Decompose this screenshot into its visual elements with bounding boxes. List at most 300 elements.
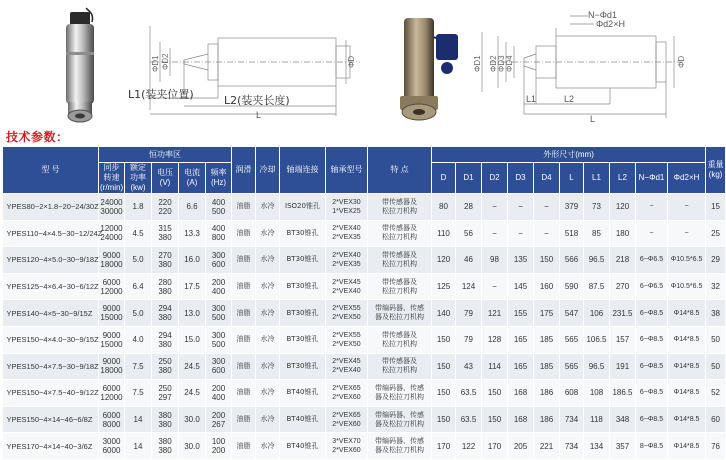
cell-frequency <box>206 194 232 221</box>
table-row <box>3 194 726 221</box>
cell-speed <box>99 273 125 300</box>
header-frequency-line: 频率 <box>210 168 227 177</box>
cell-dim-d4: 185 <box>534 326 560 353</box>
cell-voltage <box>152 194 179 221</box>
cell-cooling: 水冷 <box>256 326 280 353</box>
cell-power: 14 <box>125 433 152 460</box>
header-frequency <box>206 163 232 194</box>
cell-features-line: 带传感器及 <box>382 224 417 233</box>
cell-frequency <box>206 380 232 407</box>
cell-lubrication: 油脂 <box>232 326 256 353</box>
cell-voltage-line: 380 <box>158 286 172 296</box>
cell-dim-d2: 170 <box>482 433 508 460</box>
cell-model: YPES150−4×4.0−30−9/15Z <box>3 326 99 353</box>
cell-voltage-line: 380 <box>158 410 172 420</box>
cell-shaft: BT40锥孔 <box>280 406 326 433</box>
cell-dim-d2h: Φ14*8.5 <box>668 300 706 327</box>
header-rated-power <box>125 163 152 194</box>
cell-cooling: 水冷 <box>256 300 280 327</box>
cell-speed-line: 30000 <box>100 206 123 216</box>
dimension-drawing-left <box>120 20 370 120</box>
cell-weight: 76 <box>706 433 726 460</box>
cell-dim-l: 547 <box>560 300 584 327</box>
header-features: 特 点 <box>368 147 432 194</box>
cell-dim-l1: 134 <box>584 433 610 460</box>
cell-features-line: 带编码器、传感 <box>375 383 424 392</box>
cell-power: 5.0 <box>125 300 152 327</box>
cell-bearing <box>326 194 368 221</box>
cell-speed <box>99 300 125 327</box>
cell-features <box>368 433 432 460</box>
cell-power: 5.0 <box>125 247 152 274</box>
cell-power: 14 <box>125 406 152 433</box>
cell-dim-d2h: Φ10.5*6.5 <box>668 273 706 300</box>
label-l2-right: L2 <box>564 94 575 104</box>
cell-current: 30.0 <box>179 433 206 460</box>
header-dims-group: 外形尺寸(mm) <box>432 147 706 163</box>
cell-speed <box>99 247 125 274</box>
header-dim-l2: L2 <box>610 163 636 194</box>
header-dim-l: L <box>560 163 584 194</box>
cell-weight: 25 <box>706 220 726 247</box>
cell-voltage-line: 380 <box>158 259 172 269</box>
cell-voltage <box>152 300 179 327</box>
header-dim-d2: D2 <box>482 163 508 194</box>
header-dim-d3: D3 <box>508 163 534 194</box>
cell-voltage-line: 380 <box>158 366 172 376</box>
cell-dim-d: 150 <box>432 406 456 433</box>
label-l1-right: L1 <box>526 94 537 104</box>
cell-voltage-line: 270 <box>158 250 172 260</box>
cell-dim-d: 80 <box>432 194 456 221</box>
cell-dim-d2h: Φ14*8.5 <box>668 353 706 380</box>
cell-bearing <box>326 220 368 247</box>
header-power-group: 恒功率区 <box>99 147 232 163</box>
cell-dim-l: 734 <box>560 433 584 460</box>
cell-dim-d3: 205 <box>508 433 534 460</box>
cell-dim-d3: 135 <box>508 247 534 274</box>
header-model: 型 号 <box>3 147 99 194</box>
cell-dim-l1: 106 <box>584 300 610 327</box>
cell-speed <box>99 406 125 433</box>
cell-frequency <box>206 220 232 247</box>
cell-frequency-line: 300 <box>211 357 226 367</box>
cell-cooling: 水冷 <box>256 353 280 380</box>
cell-speed-line: 18000 <box>100 366 123 376</box>
cell-dim-l2: 180 <box>610 220 636 247</box>
cell-dim-d2h: − <box>668 194 706 221</box>
cell-lubrication: 油脂 <box>232 433 256 460</box>
cell-features <box>368 353 432 380</box>
cell-frequency-line: 100 <box>211 437 226 447</box>
cell-speed <box>99 194 125 221</box>
cell-dim-l2: 357 <box>610 433 636 460</box>
cell-voltage-line: 380 <box>158 419 172 429</box>
cell-dim-d4: 186 <box>534 406 560 433</box>
cell-bearing-line: 2*VEX40 <box>332 367 361 375</box>
cell-bearing-line: 2*VEX35 <box>332 260 361 268</box>
cell-features-line: 器及松拉刀机构 <box>375 419 424 428</box>
table-row <box>3 326 726 353</box>
header-shaft: 轴端连接 <box>280 147 326 194</box>
cell-dim-d1: 124 <box>456 273 482 300</box>
cell-dim-l: 590 <box>560 273 584 300</box>
cell-current: 17.5 <box>179 273 206 300</box>
cell-frequency-line: 400 <box>211 392 226 402</box>
cell-frequency-line: 300 <box>211 250 226 260</box>
cell-power: 1.8 <box>125 194 152 221</box>
cell-frequency <box>206 247 232 274</box>
cell-cooling: 水冷 <box>256 194 280 221</box>
cell-dim-d2: − <box>482 194 508 221</box>
label-d-right: ΦD <box>677 55 686 68</box>
cell-speed-line: 15000 <box>100 313 123 323</box>
cell-features <box>368 273 432 300</box>
cell-frequency-line: 800 <box>211 233 226 243</box>
cell-dim-nd1: 8−Φ8.5 <box>636 433 668 460</box>
cell-current: 13.0 <box>179 300 206 327</box>
cell-bearing-line: 2*VEX30 <box>332 198 361 206</box>
cell-voltage <box>152 433 179 460</box>
spindle-photo-right <box>392 12 464 126</box>
cell-frequency-line: 500 <box>211 206 226 216</box>
cell-dim-l1: 118 <box>584 406 610 433</box>
cell-dim-d3: 165 <box>508 353 534 380</box>
cell-cooling: 水冷 <box>256 380 280 407</box>
cell-shaft: BT30锥孔 <box>280 326 326 353</box>
cell-dim-l2: 218 <box>610 247 636 274</box>
header-dim-d1: D1 <box>456 163 482 194</box>
cell-voltage <box>152 406 179 433</box>
header-dim-d: D <box>432 163 456 194</box>
cell-dim-d3: 165 <box>508 326 534 353</box>
cell-weight: 60 <box>706 406 726 433</box>
cell-current: 24.5 <box>179 353 206 380</box>
cell-dim-nd1: 6−Φ8.5 <box>636 406 668 433</box>
cell-bearing <box>326 380 368 407</box>
cell-lubrication: 油脂 <box>232 380 256 407</box>
cell-voltage-line: 380 <box>158 313 172 323</box>
cell-dim-d3: − <box>508 220 534 247</box>
cell-shaft: BT40锥孔 <box>280 433 326 460</box>
cell-features-line: 松拉刀机构 <box>382 259 417 268</box>
cell-voltage-line: 294 <box>158 330 172 340</box>
cell-features <box>368 326 432 353</box>
cell-frequency <box>206 273 232 300</box>
label-d-left: ΦD <box>347 55 356 68</box>
cell-dim-nd1: − <box>636 194 668 221</box>
cell-speed-line: 8000 <box>102 419 121 429</box>
label-d2-left: ΦD2 <box>161 53 170 70</box>
cell-dim-d2h: Φ14*8.5 <box>668 380 706 407</box>
cell-bearing-line: 3*VEX70 <box>332 438 361 446</box>
table-row <box>3 406 726 433</box>
cell-dim-d4: 150 <box>534 247 560 274</box>
cell-speed-line: 6000 <box>102 446 121 456</box>
cell-dim-d2: − <box>482 220 508 247</box>
header-dim-d4: D4 <box>534 163 560 194</box>
cell-bearing <box>326 433 368 460</box>
cell-dim-d1: 63.5 <box>456 380 482 407</box>
cell-frequency-line: 400 <box>211 224 226 234</box>
cell-dim-l2: 157 <box>610 326 636 353</box>
cell-power: 7.5 <box>125 353 152 380</box>
table-row <box>3 380 726 407</box>
header-dim-nd1: N−Φd1 <box>636 163 668 194</box>
cell-features <box>368 220 432 247</box>
cell-lubrication: 油脂 <box>232 247 256 274</box>
cell-dim-d3: 168 <box>508 380 534 407</box>
cell-speed-line: 6000 <box>102 410 121 420</box>
table-row <box>3 433 726 460</box>
cell-dim-d4: − <box>534 220 560 247</box>
cell-dim-d4: 160 <box>534 273 560 300</box>
cell-speed <box>99 353 125 380</box>
cell-dim-d2: 114 <box>482 353 508 380</box>
cell-features-line: 带传感器及 <box>382 357 417 366</box>
cell-frequency <box>206 406 232 433</box>
cell-dim-d3: 168 <box>508 406 534 433</box>
header-voltage <box>152 163 179 194</box>
cell-frequency-line: 400 <box>211 197 226 207</box>
cell-speed <box>99 220 125 247</box>
cell-dim-l1: 73 <box>584 194 610 221</box>
cell-features-line: 带编码器、传感 <box>375 437 424 446</box>
cell-speed-line: 6000 <box>102 277 121 287</box>
cell-voltage-line: 315 <box>158 224 172 234</box>
cell-dim-nd1: 6−Φ8.5 <box>636 326 668 353</box>
cell-dim-d4: − <box>534 194 560 221</box>
cell-model: YPES150−4×7.5−30−9/18Z <box>3 353 99 380</box>
cell-speed-line: 9000 <box>102 250 121 260</box>
cell-frequency-line: 200 <box>211 446 226 456</box>
label-d1-left: ΦD1 <box>151 55 160 72</box>
cell-frequency-line: 600 <box>211 366 226 376</box>
cell-voltage-line: 294 <box>158 304 172 314</box>
cell-features-line: 器及松拉刀机构 <box>375 392 424 401</box>
cell-power: 6.4 <box>125 273 152 300</box>
cell-voltage-line: 380 <box>158 437 172 447</box>
cell-dim-d1: 43 <box>456 353 482 380</box>
cell-dim-nd1: 6−Φ6.5 <box>636 247 668 274</box>
cell-dim-d1: 63.5 <box>456 406 482 433</box>
table-row <box>3 300 726 327</box>
cell-current: 16.0 <box>179 247 206 274</box>
cell-speed-line: 12000 <box>100 286 123 296</box>
cell-power: 4.0 <box>125 326 152 353</box>
cell-voltage-line: 280 <box>158 277 172 287</box>
cell-bearing <box>326 353 368 380</box>
cell-frequency-line: 200 <box>211 277 226 287</box>
cell-dim-l: 565 <box>560 353 584 380</box>
header-speed-line: 同步 <box>103 163 120 172</box>
spec-table-body <box>3 194 726 460</box>
cell-frequency <box>206 353 232 380</box>
cell-dim-nd1: − <box>636 220 668 247</box>
table-row <box>3 273 726 300</box>
cell-dim-l2: 120 <box>610 194 636 221</box>
header-power-line: (kw) <box>130 183 146 192</box>
cell-features <box>368 406 432 433</box>
cell-speed-line: 24000 <box>100 197 123 207</box>
cell-cooling: 水冷 <box>256 247 280 274</box>
cell-voltage <box>152 380 179 407</box>
cell-bearing <box>326 247 368 274</box>
cell-shaft: BT30锥孔 <box>280 247 326 274</box>
cell-frequency-line: 200 <box>211 383 226 393</box>
header-voltage-line: (V) <box>159 178 171 187</box>
cell-voltage-line: 297 <box>158 392 172 402</box>
cell-speed-line: 6000 <box>102 383 121 393</box>
cell-bearing-line: 1*VEX25 <box>332 207 361 215</box>
cell-features-line: 带传感器及 <box>382 330 417 339</box>
cell-model: YPES110−4×4.5−30−12/24Z <box>3 220 99 247</box>
cell-dim-nd1: 6−Φ8.5 <box>636 380 668 407</box>
cell-dim-d1: 28 <box>456 194 482 221</box>
cell-dim-l: 565 <box>560 326 584 353</box>
cell-speed <box>99 433 125 460</box>
header-weight-line: (kg) <box>708 170 723 179</box>
cell-features <box>368 247 432 274</box>
label-l-left: L <box>256 110 262 120</box>
cell-dim-d: 140 <box>432 300 456 327</box>
table-row <box>3 353 726 380</box>
cell-speed-line: 9000 <box>102 357 121 367</box>
cell-dim-d: 170 <box>432 433 456 460</box>
cell-cooling: 水冷 <box>256 406 280 433</box>
cell-dim-l2: 191 <box>610 353 636 380</box>
cell-lubrication: 油脂 <box>232 353 256 380</box>
header-lubrication: 润滑 <box>232 147 256 194</box>
cell-dim-l1: 96.5 <box>584 353 610 380</box>
cell-dim-d4: 186 <box>534 380 560 407</box>
label-d2-right: ΦD2 <box>489 55 498 72</box>
cell-dim-nd1: 6−Φ8.5 <box>636 300 668 327</box>
cell-bearing-line: 2*VEX40 <box>332 287 361 295</box>
cell-frequency-line: 400 <box>211 286 226 296</box>
cell-current: 15.0 <box>179 326 206 353</box>
cell-cooling: 水冷 <box>256 433 280 460</box>
cell-speed-line: 18000 <box>100 259 123 269</box>
cell-features-line: 器及松拉刀机构 <box>375 313 424 322</box>
cell-speed-line: 15000 <box>100 339 123 349</box>
cell-bearing <box>326 326 368 353</box>
cell-speed-line: 3000 <box>102 437 121 447</box>
cell-frequency-line: 600 <box>211 259 226 269</box>
cell-dim-d2: − <box>482 273 508 300</box>
header-power-line: 功率 <box>130 173 146 182</box>
cell-dim-l: 734 <box>560 406 584 433</box>
cell-model: YPES140−4×5−30−9/15Z <box>3 300 99 327</box>
cell-dim-d2h: Φ14*8.5 <box>668 433 706 460</box>
header-bearing: 轴承型号 <box>326 147 368 194</box>
header-frequency-line: (Hz) <box>210 178 227 187</box>
cell-dim-l1: 85 <box>584 220 610 247</box>
table-row <box>3 220 726 247</box>
cell-dim-d2: 98 <box>482 247 508 274</box>
spindle-photo-left <box>56 6 102 124</box>
cell-cooling: 水冷 <box>256 273 280 300</box>
cell-frequency-line: 500 <box>211 313 226 323</box>
cell-voltage-line: 250 <box>158 383 172 393</box>
cell-dim-d2: 150 <box>482 380 508 407</box>
cell-dim-l1: 108 <box>584 380 610 407</box>
cell-cooling: 水冷 <box>256 220 280 247</box>
cell-dim-d2h: − <box>668 220 706 247</box>
header-weight <box>706 147 726 194</box>
cell-dim-d2: 128 <box>482 326 508 353</box>
cell-dim-d: 150 <box>432 380 456 407</box>
cell-dim-d2h: Φ14*8.5 <box>668 406 706 433</box>
cell-dim-d: 150 <box>432 326 456 353</box>
cell-features-line: 松拉刀机构 <box>382 206 417 215</box>
cell-shaft: BT30锥孔 <box>280 353 326 380</box>
cell-dim-d3: 145 <box>508 273 534 300</box>
cell-frequency-line: 300 <box>211 330 226 340</box>
cell-speed-line: 9000 <box>102 330 121 340</box>
figures-strip <box>0 0 700 126</box>
cell-bearing-line: 2*VEX65 <box>332 411 361 419</box>
cell-dim-l1: 106.5 <box>584 326 610 353</box>
cell-dim-d1: 79 <box>456 300 482 327</box>
cell-dim-d2h: Φ14*8.5 <box>668 326 706 353</box>
header-weight-line: 重量 <box>707 160 724 169</box>
cell-features-line: 松拉刀机构 <box>382 366 417 375</box>
label-d1-right: ΦD1 <box>473 55 482 72</box>
header-dim-l1: L1 <box>584 163 610 194</box>
cell-current: 30.0 <box>179 406 206 433</box>
cell-dim-l2: 186.5 <box>610 380 636 407</box>
cell-current: 13.3 <box>179 220 206 247</box>
label-d4-right: ΦD4 <box>505 55 514 72</box>
cell-features-line: 器及松拉刀机构 <box>375 446 424 455</box>
cell-current: 6.6 <box>179 194 206 221</box>
spec-table <box>2 146 726 460</box>
header-speed <box>99 163 125 194</box>
cell-shaft: ISO20锥孔 <box>280 194 326 221</box>
header-cooling: 冷却 <box>256 147 280 194</box>
cell-frequency-line: 200 <box>211 410 226 420</box>
cell-dim-nd1: 6−Φ6.5 <box>636 273 668 300</box>
cell-features-line: 带传感器及 <box>382 197 417 206</box>
cell-bearing-line: 2*VEX55 <box>332 331 361 339</box>
cell-current: 24.5 <box>179 380 206 407</box>
cell-dim-d1: 56 <box>456 220 482 247</box>
cell-model: YPES150−4×14−46−6/8Z <box>3 406 99 433</box>
cell-dim-d1: 122 <box>456 433 482 460</box>
header-current-line: 电流 <box>184 168 200 177</box>
cell-lubrication: 油脂 <box>232 220 256 247</box>
cell-weight: 29 <box>706 247 726 274</box>
cell-lubrication: 油脂 <box>232 300 256 327</box>
header-speed-line: 转速 <box>103 173 120 182</box>
cell-frequency-line: 267 <box>211 419 226 429</box>
cell-features-line: 带传感器及 <box>382 277 417 286</box>
cell-dim-d2: 150 <box>482 406 508 433</box>
cell-dim-l: 518 <box>560 220 584 247</box>
cell-features-line: 松拉刀机构 <box>382 339 417 348</box>
cell-dim-d2: 121 <box>482 300 508 327</box>
cell-lubrication: 油脂 <box>232 273 256 300</box>
cell-frequency <box>206 300 232 327</box>
label-l2-left: L2(装夹长度) <box>224 94 290 107</box>
label-l-right: L <box>590 114 596 124</box>
cell-lubrication: 油脂 <box>232 406 256 433</box>
cell-frequency-line: 500 <box>211 339 226 349</box>
cell-lubrication: 油脂 <box>232 194 256 221</box>
cell-dim-l: 608 <box>560 380 584 407</box>
cell-features-line: 带编码器、传感 <box>375 304 424 313</box>
